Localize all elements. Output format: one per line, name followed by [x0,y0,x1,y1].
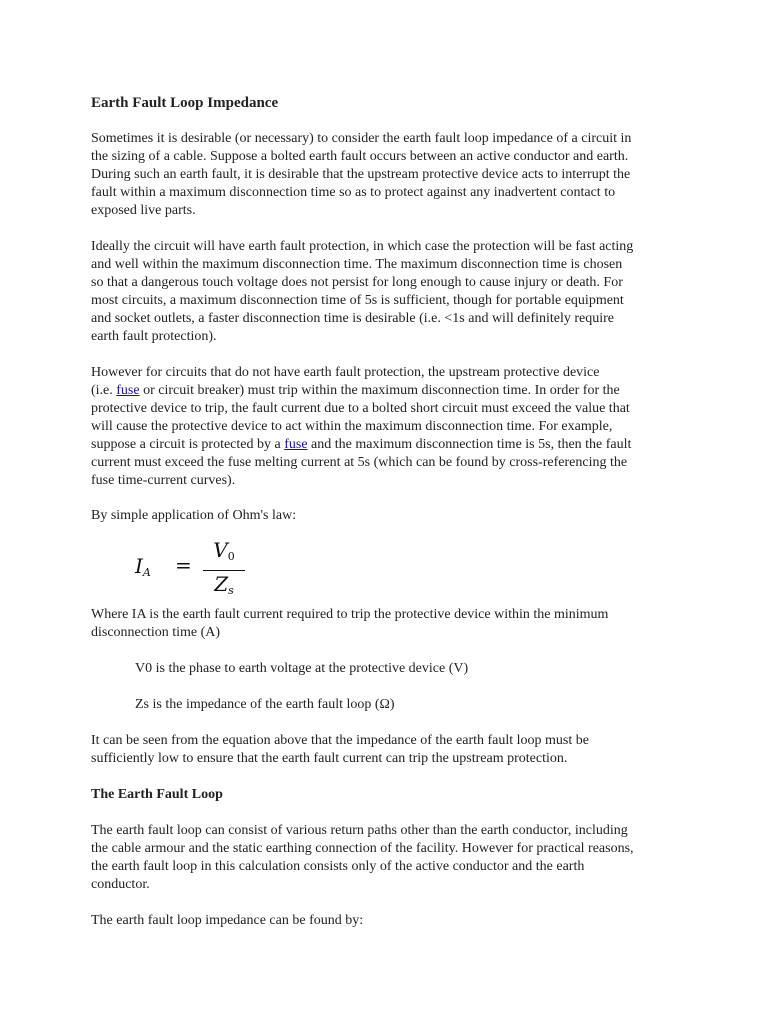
text-line: and well within the maximum disconnection time. The maximum disconnection time is chosen [91,257,623,272]
text-line: V0 is the phase to earth voltage at the protective device (V) [135,661,469,676]
text-fragment: (i.e. [91,383,117,398]
text-line: During such an earth fault, it is desirable that the upstream protective device acts to interrupt the [91,167,631,182]
equation-symbol: Z [214,572,229,596]
paragraph-impedance-found-by [91,912,363,930]
text-line: most circuits, a maximum disconnection time of 5s is sufficient, though for portable equipment [91,293,624,308]
text-line: fault within a maximum disconnection time so as to protect against any inadvertent contact to [91,185,616,200]
text-line: the earth fault loop in this calculation consists only of the active conductor and the earth [91,859,585,874]
equation-lhs [135,554,151,585]
text-line: The earth fault loop impedance can be found by: [91,913,364,928]
text-line: exposed live parts. [91,203,196,218]
text-line: will cause the protective device to act within the maximum disconnection time. For example, [91,419,613,434]
equation-symbol: V [213,538,228,562]
text-line: The earth fault loop can consist of various return paths other than the earth conductor, including [91,823,628,838]
text-line: By simple application of Ohm's law: [91,508,297,523]
text-fragment: suppose a circuit is protected by a [91,437,285,452]
equation-symbol: I [135,554,143,578]
equation-fraction [201,538,247,603]
ohms-law-equation [135,538,265,597]
equation-numerator [201,538,247,569]
text-line: protective device to trip, the fault current due to a bolted short circuit must exceed the value that [91,401,630,416]
text-line: fuse time-current curves). [91,473,236,488]
text-line [91,382,631,400]
paragraph-earth-fault-protection [91,238,633,346]
paragraph-intro [91,130,631,220]
paragraph-earth-fault-loop [91,822,634,894]
text-line: conductor. [91,877,150,892]
text-fragment: or circuit breaker) must trip within the maximum disconnection time. In order for the [139,383,620,398]
equation-denominator [201,572,247,603]
paragraph-ohms-law [91,507,296,525]
text-line: and socket outlets, a faster disconnection time is desirable (i.e. <1s and will definitely require [91,311,615,326]
text-line: Zs is the impedance of the earth fault loop (Ω) [135,697,395,712]
text-line: It can be seen from the equation above that the impedance of the earth fault loop must be [91,733,589,748]
definition-zs [135,696,395,714]
text-line: Ideally the circuit will have earth fault protection, in which case the protection will be fast acting [91,239,634,254]
text-line: Where IA is the earth fault current required to trip the protective device within the minimum [91,607,609,622]
equation-subscript: A [142,566,151,579]
equation-subscript: s [228,584,234,597]
text-line: current must exceed the fuse melting current at 5s (which can be found by cross-referencing the [91,455,628,470]
paragraph-conclusion [91,732,589,768]
text-line: the sizing of a cable. Suppose a bolted earth fault occurs between an active conductor and earth. [91,149,629,164]
text-line: However for circuits that do not have earth fault protection, the upstream protective device [91,365,600,380]
page-title: Earth Fault Loop Impedance [91,95,279,111]
equation-equals: = [175,553,192,577]
text-line: Sometimes it is desirable (or necessary) to consider the earth fault loop impedance of a circuit in [91,131,632,146]
text-line: disconnection time (A) [91,625,221,640]
text-fragment: and the maximum disconnection time is 5s, then the fault [307,437,632,452]
paragraph-where [91,606,608,642]
text-line: the cable armour and the static earthing connection of the facility. However for practical reasons, [91,841,634,856]
paragraph-no-protection [91,364,631,490]
equation-subscript: 0 [227,550,235,563]
text-line: earth fault protection). [91,329,217,344]
text-line: so that a dangerous touch voltage does not persist for long enough to cause injury or death. For [91,275,623,290]
fraction-bar [203,570,245,571]
text-line: sufficiently low to ensure that the earth fault current can trip the upstream protection. [91,751,568,766]
fuse-link[interactable]: fuse [284,437,308,452]
text-line [91,436,631,454]
definition-v0 [135,660,468,678]
section-heading: The Earth Fault Loop [91,787,223,802]
fuse-link[interactable]: fuse [116,383,140,398]
